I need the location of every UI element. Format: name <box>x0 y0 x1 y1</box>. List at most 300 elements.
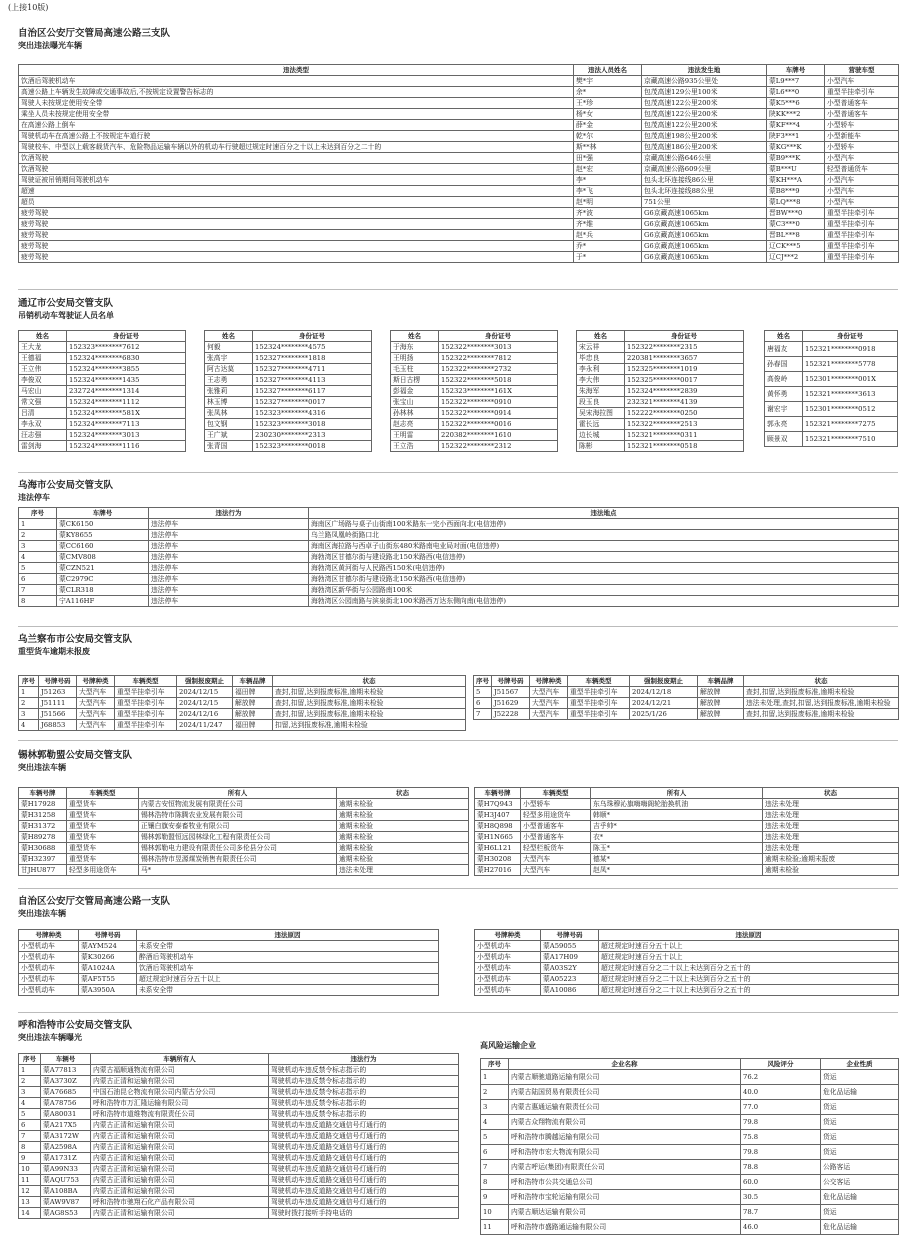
table-cell: 小型机动车 <box>19 963 79 974</box>
table-cell: 蒙CC6160 <box>57 541 149 552</box>
table-cell: 逾期未检验 <box>337 854 469 865</box>
table-cell: 锡林浩特市昱源煤炭销售有限责任公司 <box>139 854 337 865</box>
section-subtitle: 突出违法曝光车辆 <box>18 41 82 50</box>
column-header: 序号 <box>19 508 57 519</box>
table-cell: 疲劳驾驶 <box>19 252 574 263</box>
table-cell: 152321********0518 <box>625 441 744 452</box>
table-cell: 152322********2315 <box>625 342 744 353</box>
table-row <box>19 799 469 810</box>
table-cell: 3 <box>481 1100 509 1115</box>
table-cell: 蒙A03S2Y <box>541 963 599 974</box>
table-row <box>19 241 899 252</box>
table-cell: 晋BL***8 <box>767 230 825 241</box>
table-cell: 斯日古楞 <box>391 375 439 386</box>
table-cell: 78.7 <box>741 1205 821 1220</box>
table-cell: 重型半挂牵引车 <box>568 687 630 698</box>
table-cell: 超过规定时速百分五十以上 <box>599 952 899 963</box>
table-row <box>391 419 558 430</box>
table-row <box>205 375 372 386</box>
table-cell: 152321********0918 <box>803 342 898 357</box>
table-cell: 王明扬 <box>391 353 439 364</box>
table-cell: 违法停车 <box>149 563 309 574</box>
table-row <box>481 1175 899 1190</box>
table-row <box>19 1076 459 1087</box>
table-cell: 超过规定时速百分之二十以上未达到百分之五十的 <box>599 985 899 996</box>
table-cell: 78.8 <box>741 1160 821 1175</box>
table-cell: 75.8 <box>741 1130 821 1145</box>
table-cell: 驾驶时拨打接听手持电话的 <box>269 1208 459 1219</box>
section-subtitle: 重型货车逾期未报废 <box>18 647 90 656</box>
vehicle-table-right <box>474 787 899 876</box>
table-cell: 张雅莉 <box>205 386 253 397</box>
table-cell: 蒙B9***K <box>767 153 825 164</box>
table-cell: 马宏山 <box>19 386 67 397</box>
table-cell: 孙春国 <box>765 357 803 372</box>
table-cell: 蒙H89278 <box>19 832 67 843</box>
table-cell: 蒙L9***7 <box>767 76 825 87</box>
table-row <box>481 1145 899 1160</box>
table-row <box>765 432 898 447</box>
table-cell: 王广斌 <box>205 430 253 441</box>
table-cell: 小型汽车 <box>825 175 899 186</box>
table-cell: 违法停车 <box>149 519 309 530</box>
table-row <box>205 386 372 397</box>
table-cell: 重型半挂牵引车 <box>825 219 899 230</box>
table-cell: 汪志强 <box>19 430 67 441</box>
table-cell: 黄怀勇 <box>765 387 803 402</box>
table-cell: J52228 <box>492 709 530 720</box>
table-cell: 60.0 <box>741 1175 821 1190</box>
table-cell: 1 <box>19 1065 41 1076</box>
table-cell: 大型汽车 <box>77 720 115 731</box>
table-cell: 查封,扣留,达到报废标准,逾期未检验 <box>273 709 466 720</box>
table-cell: 赵*兵 <box>574 230 642 241</box>
table-cell: 京藏高速公路646公里 <box>642 153 767 164</box>
table-row <box>481 1070 899 1085</box>
table-row <box>19 364 186 375</box>
column-header: 身份证号 <box>253 331 372 342</box>
column-header: 车辆号牌 <box>475 788 521 799</box>
table-cell: 小型汽车 <box>825 153 899 164</box>
table-cell: 乘坐人员未按规定使用安全带 <box>19 109 574 120</box>
table-cell: 2 <box>19 698 39 709</box>
table-cell: 152327********6117 <box>253 386 372 397</box>
table-cell: 152324********7113 <box>67 419 186 430</box>
table-cell: 海勃湾区新华街与公园路南100米 <box>309 585 899 596</box>
scrap-table-left <box>18 675 466 731</box>
table-cell: 小型机动车 <box>475 985 541 996</box>
table-cell: 海勃湾区公园南路与滨泉街北100米路西万达东侧向南(电信违停) <box>309 596 899 607</box>
column-header: 违法原因 <box>137 930 439 941</box>
table-cell: 驾驶机动车违反道路交通信号灯通行的 <box>269 1186 459 1197</box>
table-cell: 小型机动车 <box>475 941 541 952</box>
table-cell: 4 <box>19 720 39 731</box>
column-header: 身份证号 <box>67 331 186 342</box>
column-header: 车辆号牌 <box>19 788 67 799</box>
table-cell: 1 <box>19 687 39 698</box>
table-cell: 内蒙古惠通运输有限责任公司 <box>509 1100 741 1115</box>
table-row <box>765 357 898 372</box>
table-cell: 2024/12/15 <box>177 698 233 709</box>
table-row <box>765 372 898 387</box>
table-cell: 德某* <box>591 854 763 865</box>
table-row <box>19 585 899 596</box>
table-cell: 海勃湾区黄河街与人民路西150米(电信违停) <box>309 563 899 574</box>
table-cell: 152222********0250 <box>625 408 744 419</box>
table-row <box>19 230 899 241</box>
table-cell: 内蒙古正清和运输有限公司 <box>91 1120 269 1131</box>
table-cell: 蒙A1024A <box>79 963 137 974</box>
table-row <box>19 963 439 974</box>
table-cell: 7 <box>19 585 57 596</box>
table-cell: 7 <box>481 1160 509 1175</box>
table-cell: 152322********0016 <box>439 419 558 430</box>
edition-note: (上接10版) <box>8 3 49 12</box>
table-cell: 呼和浩特市宏大物流有限公司 <box>509 1145 741 1160</box>
column-header: 违法原因 <box>599 930 899 941</box>
table-cell: 乔* <box>574 241 642 252</box>
table-cell: 蒙H1N665 <box>475 832 521 843</box>
table-cell: 14 <box>19 1208 41 1219</box>
table-cell: 10 <box>19 1164 41 1175</box>
table-row <box>19 985 439 996</box>
table-cell: 重型货车 <box>67 832 139 843</box>
table-cell: 衣* <box>591 832 763 843</box>
table-cell: 未系安全带 <box>137 941 439 952</box>
table-cell: 蒙CMV808 <box>57 552 149 563</box>
table-row <box>474 698 899 709</box>
table-cell: J51263 <box>39 687 77 698</box>
table-row <box>19 519 899 530</box>
table-cell: 包茂高速198公里200米 <box>642 131 767 142</box>
table-cell: 轻型普通货车 <box>825 164 899 175</box>
table-row <box>19 810 469 821</box>
table-cell: 5 <box>474 687 492 698</box>
column-header: 所有人 <box>139 788 337 799</box>
table-cell: 重型货车 <box>67 854 139 865</box>
table-row <box>481 1085 899 1100</box>
table-cell: 重型货车 <box>67 799 139 810</box>
table-row <box>577 441 744 452</box>
column-header: 车辆品牌 <box>698 676 744 687</box>
table-cell: 内蒙古顺达运输有限公司 <box>509 1205 741 1220</box>
table-cell: 30.5 <box>741 1190 821 1205</box>
table-cell: 2024/12/18 <box>630 687 698 698</box>
table-cell: 小型普通客车 <box>825 109 899 120</box>
table-cell: 毛玉柱 <box>391 364 439 375</box>
table-cell: 辽CK***5 <box>767 241 825 252</box>
table-cell: 逾期未检验 <box>337 810 469 821</box>
table-cell: 齐*维 <box>574 219 642 230</box>
table-cell: 蒙A76685 <box>41 1087 91 1098</box>
table-cell: 79.8 <box>741 1145 821 1160</box>
table-row <box>475 821 899 832</box>
table-cell: 152324********2839 <box>625 386 744 397</box>
table-cell: 12 <box>19 1186 41 1197</box>
table-cell: 230230********2313 <box>253 430 372 441</box>
table-cell: 超过规定时速百分之二十以上未达到百分之五十的 <box>599 963 899 974</box>
column-header: 企业性质 <box>821 1059 899 1070</box>
table-cell: 152322********2513 <box>625 419 744 430</box>
table-cell: 朱海军 <box>577 386 625 397</box>
table-row <box>19 1175 459 1186</box>
table-cell: 违法停车 <box>149 574 309 585</box>
table-cell: 小型机动车 <box>19 941 79 952</box>
table-cell: 蒙A80031 <box>41 1109 91 1120</box>
section-highway-3 <box>18 28 898 263</box>
column-header: 违法发生地 <box>642 65 767 76</box>
table-cell: 蒙A17H09 <box>541 952 599 963</box>
table-row <box>475 843 899 854</box>
table-cell: 大型汽车 <box>530 698 568 709</box>
table-cell: 小型机动车 <box>475 974 541 985</box>
table-cell: 152323********0018 <box>253 441 372 452</box>
table-cell: 46.0 <box>741 1220 821 1235</box>
table-cell: 海南区海拉路与西卓子山街东480米路南电业局对面(电信违停) <box>309 541 899 552</box>
column-header: 姓名 <box>577 331 625 342</box>
table-cell: 陕KK***2 <box>767 109 825 120</box>
table-cell: 重型货车 <box>67 810 139 821</box>
table-row <box>19 1109 459 1120</box>
table-cell: 未系安全带 <box>137 985 439 996</box>
table-cell: 锡林郭勒盟恒远园林绿化工程有限责任公司 <box>139 832 337 843</box>
table-cell: 152324********1435 <box>67 375 186 386</box>
table-cell: 醉酒后驾驶机动车 <box>137 952 439 963</box>
column-header: 号牌种类 <box>475 930 541 941</box>
table-cell: 蒙B8***9 <box>767 186 825 197</box>
table-row <box>391 430 558 441</box>
table-row <box>19 153 899 164</box>
table-cell: 重型半挂牵引车 <box>825 208 899 219</box>
table-cell: 海南区广场路与桌子山街南100米路东一完小西面向北(电信违停) <box>309 519 899 530</box>
table-cell: 驾驶机动车违反道路交通信号灯通行的 <box>269 1153 459 1164</box>
table-row <box>19 408 186 419</box>
table-cell: 违法未处理 <box>763 810 899 821</box>
table-cell: 顾景双 <box>765 432 803 447</box>
table-cell: 常文强 <box>19 397 67 408</box>
table-cell: 152321********0311 <box>625 430 744 441</box>
table-cell: J51566 <box>39 709 77 720</box>
table-cell: 蒙CLR318 <box>57 585 149 596</box>
table-cell: 货运 <box>821 1145 899 1160</box>
table-cell: 152322********0914 <box>439 408 558 419</box>
table-row <box>577 353 744 364</box>
revoked-license-table <box>204 330 372 452</box>
table-row <box>475 799 899 810</box>
table-row <box>19 1164 459 1175</box>
table-cell: 何毅 <box>205 342 253 353</box>
table-cell: 5 <box>481 1130 509 1145</box>
section-title: 自治区公安厅交管局高速公路一支队 <box>18 896 171 907</box>
column-header: 号牌号码 <box>79 930 137 941</box>
table-cell: 重型半挂牵引车 <box>115 687 177 698</box>
table-cell: 逾期未检验 <box>763 865 899 876</box>
table-cell: 于海东 <box>391 342 439 353</box>
table-cell: 11 <box>19 1175 41 1186</box>
table-cell: 王德福 <box>19 353 67 364</box>
table-row <box>19 698 466 709</box>
table-cell: 驾驶机动车违反禁令标志指示的 <box>269 1098 459 1109</box>
table-row <box>19 342 186 353</box>
table-cell: 陈玉* <box>591 843 763 854</box>
table-cell: 余* <box>574 87 642 98</box>
table-cell: 2 <box>481 1085 509 1100</box>
table-cell: G6京藏高速1065km <box>642 230 767 241</box>
table-cell: 超员 <box>19 197 574 208</box>
table-cell: 呼和浩特市公共交通总公司 <box>509 1175 741 1190</box>
table-row <box>391 441 558 452</box>
table-cell: 驾驶机动车违反道路交通信号灯通行的 <box>269 1120 459 1131</box>
table-cell: 驾驶机动车违反道路交通信号灯通行的 <box>269 1197 459 1208</box>
table-cell: 违法停车 <box>149 552 309 563</box>
table-row <box>475 941 899 952</box>
table-cell: 5 <box>19 1109 41 1120</box>
table-row <box>481 1205 899 1220</box>
table-cell: 解放牌 <box>233 698 273 709</box>
column-header: 身份证号 <box>439 331 558 342</box>
table-row <box>577 408 744 419</box>
table-cell: 马* <box>139 865 337 876</box>
table-cell: 蒙H8Q898 <box>475 821 521 832</box>
table-cell: G6京藏高速1065km <box>642 219 767 230</box>
table-cell: 包头北环连接线86公里 <box>642 175 767 186</box>
section-title: 自治区公安厅交管局高速公路三支队 <box>18 28 171 39</box>
table-cell: 呼和浩特市盛路通运输有限公司 <box>509 1220 741 1235</box>
column-header: 车辆类型 <box>521 788 591 799</box>
table-cell: 152324********4575 <box>253 342 372 353</box>
table-cell: 海勃湾区甘德尔街与建设路北150米路西(电信违停) <box>309 574 899 585</box>
table-row <box>391 397 558 408</box>
table-row <box>765 417 898 432</box>
column-header: 姓名 <box>205 331 253 342</box>
table-cell: 蒙B***U <box>767 164 825 175</box>
table-cell: 包头北环连接线88公里 <box>642 186 767 197</box>
table-cell: 驾驶机动车违反道路交通信号灯通行的 <box>269 1164 459 1175</box>
vehicle-table-left <box>18 787 469 876</box>
table-cell: 驾驶人未按规定使用安全带 <box>19 98 574 109</box>
table-cell: 超速 <box>19 186 574 197</box>
table-cell: 蒙CZN521 <box>57 563 149 574</box>
table-cell: 蒙H7Q943 <box>475 799 521 810</box>
column-header: 状态 <box>337 788 469 799</box>
table-cell: 40.0 <box>741 1085 821 1100</box>
revoked-license-table <box>390 330 558 452</box>
table-row <box>19 175 899 186</box>
table-row <box>19 843 469 854</box>
section-title: 锡林郭勒盟公安局交管支队 <box>18 750 133 761</box>
table-row <box>19 164 899 175</box>
table-row <box>205 430 372 441</box>
table-row <box>475 832 899 843</box>
table-cell: 内蒙古众翔物流有限公司 <box>509 1115 741 1130</box>
table-cell: 152325********0017 <box>625 375 744 386</box>
column-header: 号牌种类 <box>19 930 79 941</box>
table-cell: 小型普通客车 <box>825 98 899 109</box>
table-row <box>19 197 899 208</box>
table-cell: 蒙A77813 <box>41 1065 91 1076</box>
section-subtitle: 突出违法车辆 <box>18 763 66 772</box>
column-header: 号牌种类 <box>77 676 115 687</box>
table-cell: 呼和浩特市道维物流有限责任公司 <box>91 1109 269 1120</box>
table-cell: 张凤林 <box>205 408 253 419</box>
table-cell: 152327********4711 <box>253 364 372 375</box>
table-cell: 小型新能车 <box>825 131 899 142</box>
table-row <box>19 87 899 98</box>
table-cell: 危化品运输 <box>821 1190 899 1205</box>
table-row <box>391 375 558 386</box>
table-cell: 小型轿车 <box>825 142 899 153</box>
table-cell: 锡林浩特市陈腾农业发展有限公司 <box>139 810 337 821</box>
table-cell: 152324********3855 <box>67 364 186 375</box>
table-cell: 蒙AYM524 <box>79 941 137 952</box>
table-row <box>475 865 899 876</box>
table-cell: 大型汽车 <box>77 687 115 698</box>
table-cell: 王*珍 <box>574 98 642 109</box>
table-cell: 751公里 <box>642 197 767 208</box>
column-header: 车牌号 <box>57 508 149 519</box>
table-row <box>474 709 899 720</box>
table-cell: 赵*明 <box>574 197 642 208</box>
table-cell: 重型半挂牵引车 <box>825 241 899 252</box>
table-row <box>19 219 899 230</box>
column-header: 车辆类型 <box>115 676 177 687</box>
table-cell: 查封,扣留,达到报废标准,逾期未检验 <box>744 709 899 720</box>
table-cell: 2024/11/247 <box>177 720 233 731</box>
section-subtitle: 吊销机动车驾驶证人员名单 <box>18 311 114 320</box>
table-cell: 王志勇 <box>205 375 253 386</box>
table-row <box>205 419 372 430</box>
table-cell: 3 <box>19 709 39 720</box>
column-header: 车辆类型 <box>67 788 139 799</box>
table-cell: 蒙A1731Z <box>41 1153 91 1164</box>
table-cell: 晋BW***0 <box>767 208 825 219</box>
table-cell: 大型汽车 <box>77 698 115 709</box>
table-cell: 货运 <box>821 1100 899 1115</box>
table-cell: 蒙H27016 <box>475 865 521 876</box>
table-cell: 李* <box>574 175 642 186</box>
table-cell: 内蒙古正清和运输有限公司 <box>91 1175 269 1186</box>
column-header: 状态 <box>273 676 466 687</box>
table-cell: 内蒙古正清和运输有限公司 <box>91 1208 269 1219</box>
table-cell: 公交客运 <box>821 1175 899 1190</box>
table-cell: 蒙KG***K <box>767 142 825 153</box>
section-high-risk <box>480 1040 898 1235</box>
table-cell: 违法停车 <box>149 596 309 607</box>
table-cell: 内蒙古安恒物流发展有限责任公司 <box>139 799 337 810</box>
table-cell: 9 <box>481 1190 509 1205</box>
table-cell: 152324********581X <box>67 408 186 419</box>
column-header: 状态 <box>744 676 899 687</box>
table-cell: 小型汽车 <box>825 76 899 87</box>
table-cell: 8 <box>19 596 57 607</box>
table-cell: 蒙A3730Z <box>41 1076 91 1087</box>
table-cell: 内蒙古陆国贸易有限责任公司 <box>509 1085 741 1100</box>
table-cell: 违法未处理 <box>763 821 899 832</box>
table-row <box>391 364 558 375</box>
table-cell: 重型货车 <box>67 821 139 832</box>
table-cell: 小型汽车 <box>825 197 899 208</box>
column-header: 姓名 <box>19 331 67 342</box>
table-cell: 蒙A217X5 <box>41 1120 91 1131</box>
table-row <box>19 541 899 552</box>
table-row <box>19 1197 459 1208</box>
table-cell: 王立伟 <box>19 364 67 375</box>
table-cell: 驾驶机动车在高速公路上不按规定车道行驶 <box>19 131 574 142</box>
table-cell: 蒙A2598A <box>41 1142 91 1153</box>
table-cell: 152323********161X <box>439 386 558 397</box>
table-cell: 蒙H3J407 <box>475 810 521 821</box>
table-cell: 超过规定时速百分之二十以上未达到百分之五十的 <box>599 974 899 985</box>
